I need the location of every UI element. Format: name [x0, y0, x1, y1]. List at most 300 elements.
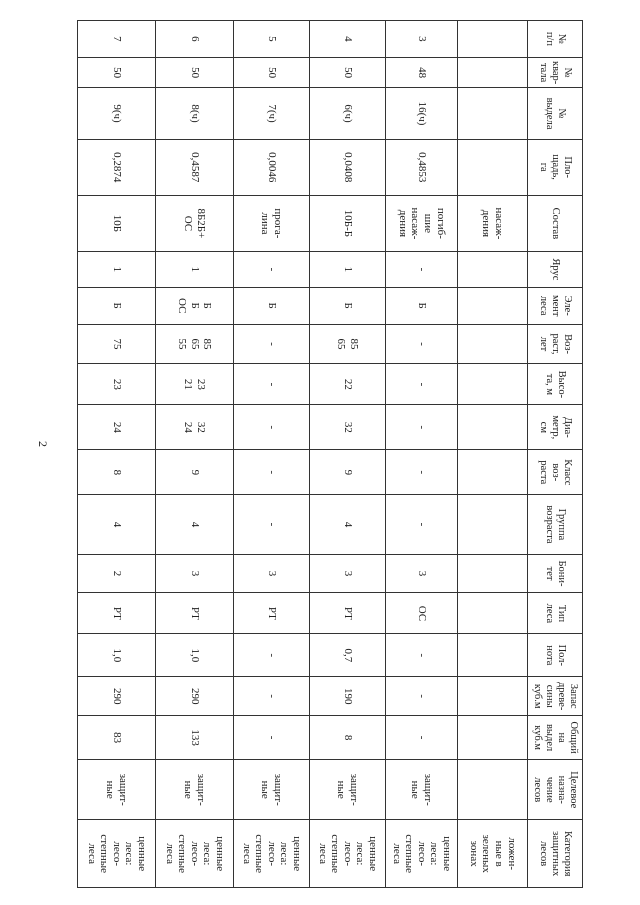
- cell-total_stock: [458, 716, 528, 760]
- header-purpose: [528, 760, 583, 820]
- header-vydel: [528, 88, 583, 139]
- cell-line: 0,0046: [265, 152, 278, 183]
- cell-stock: [78, 677, 156, 716]
- cell-line: 2: [110, 570, 123, 577]
- header-line: тет: [544, 566, 555, 581]
- table-body: [78, 21, 528, 888]
- header-line: Состав: [550, 207, 562, 240]
- cell-forest_type: [78, 593, 156, 634]
- cell-forest_type: [234, 593, 310, 634]
- cell-line: 50: [265, 67, 278, 79]
- cell-line: ценные: [291, 836, 304, 872]
- cell-category: [386, 820, 458, 888]
- cell-line: 0,4853: [415, 152, 428, 183]
- cell-line: -: [415, 470, 428, 475]
- cell-height: [386, 364, 458, 405]
- cell-line: 1: [341, 266, 354, 273]
- cell-stock: [458, 677, 528, 716]
- cell-stock: [386, 677, 458, 716]
- cell-line: 7: [110, 36, 123, 42]
- cell-age_class: [234, 450, 310, 495]
- cell-line: ценные: [367, 836, 380, 872]
- cell-line: ложен-: [505, 837, 518, 870]
- cell-forest_type: [310, 593, 386, 634]
- cell-line: 5: [265, 36, 278, 42]
- cell-stock: [234, 677, 310, 716]
- cell-line: леса: [316, 843, 329, 864]
- header-forest_type: [528, 593, 583, 634]
- cell-line: -: [265, 653, 278, 658]
- cell-line: 3: [415, 36, 428, 42]
- cell-line: -: [265, 522, 278, 527]
- cell-category: [234, 820, 310, 888]
- cell-line: -: [415, 694, 428, 699]
- cell-sostav: [234, 195, 310, 251]
- cell-no: [386, 21, 458, 58]
- cell-vydel: [234, 88, 310, 139]
- cell-total_stock: [386, 716, 458, 760]
- cell-line: 8Б2Б+: [195, 208, 208, 239]
- cell-line: степные: [253, 834, 266, 873]
- header-line: Диа-: [562, 416, 574, 438]
- cell-purpose: [386, 760, 458, 820]
- cell-line: 8(ч): [188, 104, 201, 123]
- cell-line: 1: [188, 266, 201, 273]
- cell-age: [458, 324, 528, 364]
- cell-element: [386, 287, 458, 324]
- cell-line: ОС: [415, 605, 428, 622]
- cell-line: лесо-: [415, 841, 428, 867]
- cell-total_stock: [78, 716, 156, 760]
- cell-vydel: [78, 88, 156, 139]
- header-age: [528, 324, 583, 364]
- cell-line: 0,2874: [110, 152, 123, 183]
- table-header-row: [528, 21, 583, 888]
- cell-line: 1,0: [188, 648, 201, 663]
- header-category: [528, 820, 583, 888]
- cell-line: 8: [341, 734, 354, 741]
- header-line: Пло-: [562, 156, 574, 178]
- header-line: лесов: [531, 777, 543, 803]
- header-line: нота: [544, 645, 555, 666]
- header-line: Бони-: [556, 560, 568, 587]
- cell-height: [234, 364, 310, 405]
- cell-yarus: [458, 252, 528, 288]
- header-line: Запас: [568, 683, 580, 709]
- cell-line: 83: [110, 732, 123, 744]
- header-line: Эле-: [562, 295, 574, 316]
- cell-line: ОС: [182, 215, 195, 232]
- cell-area: [386, 139, 458, 195]
- cell-kvartal: [458, 57, 528, 88]
- table-row: [234, 21, 310, 888]
- cell-age_group: [78, 495, 156, 554]
- cell-line: -: [265, 694, 278, 699]
- cell-line: дения: [480, 209, 493, 238]
- header-yarus: [528, 252, 583, 288]
- cell-element: [78, 287, 156, 324]
- header-line: Класс: [562, 459, 574, 486]
- cell-category: [458, 820, 528, 888]
- cell-line: 22: [341, 378, 354, 390]
- cell-line: 24: [110, 421, 123, 433]
- cell-line: леса: [390, 843, 403, 864]
- cell-kvartal: [310, 57, 386, 88]
- cell-line: -: [415, 522, 428, 527]
- cell-line: леса:: [201, 841, 214, 866]
- cell-line: 4: [341, 521, 354, 528]
- cell-line: леса: [85, 843, 98, 864]
- cell-line: ценные: [441, 836, 454, 872]
- cell-category: [310, 820, 386, 888]
- cell-line: ные: [335, 780, 348, 799]
- cell-line: леса:: [278, 841, 291, 866]
- cell-age_group: [310, 495, 386, 554]
- cell-line: 4: [110, 521, 123, 528]
- cell-line: -: [415, 267, 428, 272]
- table-row: [310, 21, 386, 888]
- forest-table-rotated: [78, 20, 583, 888]
- header-sostav: [528, 195, 583, 251]
- header-line: выдел: [544, 723, 555, 752]
- cell-line: ные: [409, 780, 422, 799]
- cell-yarus: [310, 252, 386, 288]
- cell-line: леса: [163, 843, 176, 864]
- cell-line: ОС: [176, 297, 189, 314]
- cell-line: -: [415, 382, 428, 387]
- cell-line: 85: [201, 338, 214, 350]
- cell-line: степные: [176, 834, 189, 873]
- header-element: [528, 287, 583, 324]
- cell-line: РТ: [110, 606, 123, 620]
- cell-age_class: [458, 450, 528, 495]
- header-total_stock: [528, 716, 583, 760]
- header-line: сины: [544, 684, 555, 708]
- cell-bonitet: [156, 554, 234, 593]
- cell-line: защит-: [117, 773, 130, 806]
- cell-yarus: [156, 252, 234, 288]
- cell-line: защит-: [272, 773, 285, 806]
- header-line: Тип: [556, 604, 568, 623]
- cell-purpose: [458, 760, 528, 820]
- cell-line: 9(ч): [110, 104, 123, 123]
- header-line: чение: [544, 776, 555, 803]
- header-line: Воз-: [562, 334, 574, 354]
- cell-age_group: [458, 495, 528, 554]
- cell-line: 6(ч): [341, 104, 354, 123]
- header-line: Ярус: [550, 258, 562, 281]
- header-line: мент: [550, 294, 562, 317]
- cell-line: зонах: [467, 840, 480, 867]
- cell-sostav: [78, 195, 156, 251]
- cell-density: [234, 634, 310, 677]
- cell-height: [310, 364, 386, 405]
- cell-line: защит-: [348, 773, 361, 806]
- cell-yarus: [234, 252, 310, 288]
- cell-element: [458, 287, 528, 324]
- cell-element: [310, 287, 386, 324]
- cell-line: 0,4587: [188, 152, 201, 183]
- cell-line: лесо-: [110, 841, 123, 867]
- cell-line: леса:: [354, 841, 367, 866]
- cell-line: 3: [415, 570, 428, 577]
- cell-no: [78, 21, 156, 58]
- cell-line: 16(ч): [415, 101, 428, 126]
- cell-line: 133: [188, 729, 201, 746]
- cell-purpose: [234, 760, 310, 820]
- cell-line: лесо-: [188, 841, 201, 867]
- header-line: раста: [537, 460, 549, 485]
- header-line: №: [562, 67, 574, 78]
- cell-age: [386, 324, 458, 364]
- cell-area: [78, 139, 156, 195]
- cell-line: -: [415, 735, 428, 740]
- cell-line: 4: [341, 36, 354, 42]
- cell-line: -: [415, 425, 428, 430]
- cell-age: [156, 324, 234, 364]
- cell-vydel: [386, 88, 458, 139]
- header-diameter: [528, 405, 583, 450]
- cell-age: [310, 324, 386, 364]
- cell-line: ные в: [493, 840, 506, 867]
- cell-forest_type: [386, 593, 458, 634]
- cell-age_group: [234, 495, 310, 554]
- header-line: лесов: [537, 841, 549, 867]
- header-bonitet: [528, 554, 583, 593]
- header-line: назна-: [556, 775, 568, 804]
- cell-line: 9: [188, 469, 201, 476]
- cell-line: лина: [259, 212, 272, 235]
- cell-area: [156, 139, 234, 195]
- cell-age: [78, 324, 156, 364]
- cell-age_class: [310, 450, 386, 495]
- header-line: Целевое: [568, 771, 580, 809]
- cell-line: -: [265, 425, 278, 430]
- header-line: №: [556, 33, 568, 44]
- cell-kvartal: [386, 57, 458, 88]
- header-line: Категория: [562, 830, 574, 877]
- cell-line: 7(ч): [265, 104, 278, 123]
- cell-line: дения: [396, 209, 409, 238]
- cell-line: РТ: [265, 606, 278, 620]
- cell-line: 21: [182, 378, 195, 390]
- header-line: тала: [537, 62, 549, 83]
- cell-line: насаж-: [493, 207, 506, 240]
- cell-diameter: [156, 405, 234, 450]
- header-no: [528, 21, 583, 58]
- header-line: Общий: [568, 721, 580, 754]
- header-line: та, м: [544, 373, 555, 396]
- cell-bonitet: [78, 554, 156, 593]
- cell-line: 0,7: [341, 648, 354, 663]
- cell-line: леса:: [123, 841, 136, 866]
- cell-line: леса:: [428, 841, 441, 866]
- cell-height: [458, 364, 528, 405]
- cell-line: 65: [335, 338, 348, 350]
- cell-line: погиб-: [434, 207, 447, 239]
- cell-age_class: [386, 450, 458, 495]
- cell-line: ные: [182, 780, 195, 799]
- cell-line: 85: [348, 338, 361, 350]
- forest-inventory-table: [77, 20, 583, 888]
- cell-line: ценные: [136, 836, 149, 872]
- cell-no: [458, 21, 528, 58]
- cell-line: Б: [201, 302, 214, 309]
- cell-line: степные: [403, 834, 416, 873]
- cell-line: 10Б-Б: [341, 209, 354, 238]
- cell-sostav: [310, 195, 386, 251]
- header-line: на: [556, 732, 568, 743]
- cell-line: 50: [341, 67, 354, 79]
- cell-kvartal: [234, 57, 310, 88]
- cell-line: -: [265, 735, 278, 740]
- header-line: воз-: [550, 463, 562, 482]
- cell-line: леса: [240, 843, 253, 864]
- header-age_group: [528, 495, 583, 554]
- cell-line: Б: [341, 302, 354, 309]
- cell-line: 3: [265, 570, 278, 577]
- cell-age: [234, 324, 310, 364]
- cell-total_stock: [156, 716, 234, 760]
- cell-line: 1: [110, 266, 123, 273]
- cell-density: [458, 634, 528, 677]
- cell-line: лесо-: [341, 841, 354, 867]
- cell-line: 0,0408: [341, 152, 354, 183]
- cell-total_stock: [234, 716, 310, 760]
- cell-line: ценные: [214, 836, 227, 872]
- table-row: [386, 21, 458, 888]
- cell-line: 23: [195, 378, 208, 390]
- cell-line: 8: [110, 469, 123, 476]
- header-line: п/п: [544, 31, 555, 46]
- header-line: квар-: [550, 60, 562, 85]
- cell-line: 190: [341, 687, 354, 705]
- cell-line: 50: [110, 67, 123, 79]
- header-line: Группа: [556, 508, 568, 541]
- cell-density: [310, 634, 386, 677]
- cell-diameter: [458, 405, 528, 450]
- cell-no: [156, 21, 234, 58]
- cell-bonitet: [458, 554, 528, 593]
- cell-line: 23: [110, 378, 123, 390]
- cell-line: 50: [188, 67, 201, 79]
- cell-bonitet: [310, 554, 386, 593]
- cell-line: 290: [188, 687, 201, 705]
- cell-line: 55: [176, 338, 189, 350]
- header-line: Пол-: [556, 644, 568, 667]
- cell-element: [234, 287, 310, 324]
- cell-line: степные: [98, 834, 111, 873]
- cell-line: ные: [104, 780, 117, 799]
- cell-yarus: [386, 252, 458, 288]
- header-area: [528, 139, 583, 195]
- header-line: метр,: [550, 415, 562, 440]
- cell-purpose: [310, 760, 386, 820]
- header-line: га: [537, 162, 549, 172]
- cell-height: [78, 364, 156, 405]
- cell-line: 3: [188, 570, 201, 577]
- cell-no: [234, 21, 310, 58]
- cell-line: Б: [188, 302, 201, 309]
- cell-line: Б: [415, 302, 428, 309]
- cell-line: степные: [329, 834, 342, 873]
- header-line: куб.м: [531, 683, 543, 709]
- header-line: древе-: [556, 682, 568, 711]
- cell-bonitet: [386, 554, 458, 593]
- cell-element: [156, 287, 234, 324]
- cell-forest_type: [156, 593, 234, 634]
- cell-total_stock: [310, 716, 386, 760]
- cell-vydel: [458, 88, 528, 139]
- cell-stock: [310, 677, 386, 716]
- cell-line: защит-: [422, 773, 435, 806]
- cell-purpose: [156, 760, 234, 820]
- cell-line: насаж-: [409, 207, 422, 240]
- cell-height: [156, 364, 234, 405]
- cell-stock: [156, 677, 234, 716]
- header-line: Высо-: [556, 370, 568, 399]
- cell-category: [78, 820, 156, 888]
- cell-density: [78, 634, 156, 677]
- header-age_class: [528, 450, 583, 495]
- cell-category: [156, 820, 234, 888]
- cell-diameter: [78, 405, 156, 450]
- header-line: лет: [537, 336, 549, 352]
- cell-line: 3: [341, 570, 354, 577]
- cell-sostav: [386, 195, 458, 251]
- table-row: [78, 21, 156, 888]
- cell-line: шие: [422, 213, 435, 234]
- cell-diameter: [310, 405, 386, 450]
- cell-line: 32: [195, 421, 208, 433]
- cell-line: -: [265, 382, 278, 387]
- cell-line: -: [415, 653, 428, 658]
- header-line: куб.м: [531, 725, 543, 750]
- header-height: [528, 364, 583, 405]
- header-line: леса: [544, 603, 555, 624]
- cell-sostav: [156, 195, 234, 251]
- cell-bonitet: [234, 554, 310, 593]
- cell-age_group: [156, 495, 234, 554]
- cell-area: [234, 139, 310, 195]
- header-line: выдела: [544, 97, 555, 130]
- cell-sostav: [458, 195, 528, 251]
- cell-age_group: [386, 495, 458, 554]
- table-row: [156, 21, 234, 888]
- cell-line: лесо-: [265, 841, 278, 867]
- cell-line: РТ: [341, 606, 354, 620]
- cell-diameter: [386, 405, 458, 450]
- cell-line: 65: [188, 338, 201, 350]
- cell-line: 10Б: [110, 214, 123, 233]
- cell-age_class: [78, 450, 156, 495]
- cell-line: зеленых: [480, 834, 493, 873]
- header-line: возраста: [544, 505, 555, 544]
- cell-area: [310, 139, 386, 195]
- cell-kvartal: [78, 57, 156, 88]
- cell-line: 24: [182, 421, 195, 433]
- cell-line: -: [265, 470, 278, 475]
- cell-line: -: [265, 342, 278, 346]
- header-line: №: [556, 108, 568, 119]
- cell-line: -: [415, 342, 428, 346]
- cell-line: 4: [188, 521, 201, 528]
- cell-line: 9: [341, 469, 354, 476]
- cell-diameter: [234, 405, 310, 450]
- cell-line: 75: [110, 338, 123, 350]
- cell-yarus: [78, 252, 156, 288]
- cell-line: 1,0: [110, 648, 123, 663]
